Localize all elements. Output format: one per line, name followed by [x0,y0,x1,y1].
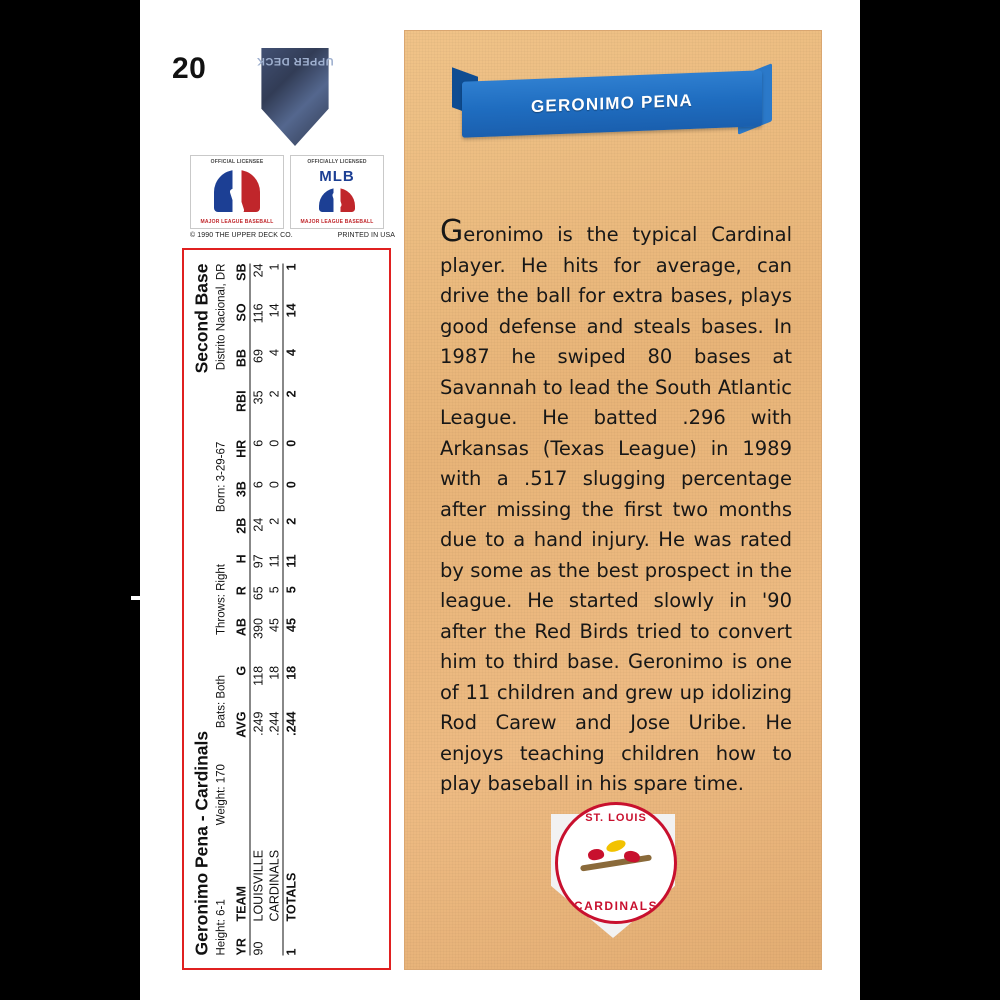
cell-h: 11 [267,554,281,568]
cell-hr: 6 [251,439,265,447]
totals-sb: 1 [283,264,300,304]
player-bio-paragraph [440,214,792,800]
totals-h: 11 [283,554,300,586]
totals-so: 14 [283,303,300,349]
col-ab: AB [233,618,250,666]
cell-rbi: 2 [267,390,281,398]
cardinals-roundel [555,802,677,924]
totals-hr: 0 [283,440,300,481]
card-left-column [160,20,400,980]
mlb-silhouette-icon-small [319,188,355,212]
cardinal-bird-icon [587,847,605,861]
batter-icon-small [332,191,343,208]
stats-header-row [233,264,250,956]
cell-2b: 2 [267,517,281,525]
totals-3b: 0 [283,481,300,518]
table-row-totals [283,264,300,956]
mlb-sub-graphic [291,186,383,212]
leaf-icon [605,838,627,854]
hologram-label: UPPER DECK [256,55,334,67]
cell-so: 116 [251,303,265,324]
table-row [250,264,267,956]
mlb-wordmark: MLB [319,168,355,185]
cell-bb: 4 [267,349,281,357]
bio-bats: Bats: Both [215,675,227,729]
totals-label: TOTALS [283,772,300,922]
col-yr: YR [233,922,250,956]
totals-2b: 2 [283,518,300,555]
totals-ab: 45 [283,618,300,666]
col-sb: SB [233,264,250,304]
mlb-licensee-logo [190,155,284,229]
licensed-top-text: OFFICIALLY LICENSED [307,159,367,165]
stats-title: Geronimo Pena - Cardinals [191,730,211,956]
totals-g: 18 [283,666,300,712]
bio-height: Height: 6-1 [215,899,227,956]
batter-icon [229,187,245,214]
cell-g: 18 [267,665,281,680]
logo-arc-bottom: CARDINALS [573,899,659,913]
career-stats-table [233,264,299,956]
bio-weight: Weight: 170 [215,764,227,826]
col-so: SO [233,303,250,349]
logo-arc-top: ST. LOUIS [585,812,647,824]
cell-ab: 45 [267,618,281,632]
player-name: GERONIMO PENA [530,90,693,117]
bio-dropcap: G [440,214,464,249]
col-rbi: RBI [233,390,250,439]
cell-sb: 24 [251,263,265,278]
card-number: 20 [172,52,207,85]
cell-3b: 6 [251,481,265,489]
totals-r: 5 [283,586,300,618]
col-hr: HR [233,440,250,481]
cell-h: 97 [251,554,265,569]
printed-in-text: PRINTED IN USA [337,232,395,239]
stats-rotated-content [189,260,384,960]
col-r: R [233,586,250,618]
cell-rbi: 35 [251,390,265,405]
cell-yr [266,922,283,956]
col-team: TEAM [233,772,250,922]
bio-body: eronimo is the typical Cardinal player. He hits for average, can drive the ball for extra bases, plays good defense and steals bases. In 1987 he swiped 80 bases at Savannah to lead the South Atlantic League. He batted .296 with Arkansas (Texas League) in 1989 with a .517 slugging percentage after missing the first two months due to a hand injury. He was rated by some as the best prospect in the league. He started slowly in '90 after the Red Birds tried to convert him to third base. Geronimo is one of 11 children and grew up idolizing Rod Carew and Jose Uribe. He enjoys teaching children how to play baseball in his spare time. [440,223,792,795]
cell-3b: 0 [267,481,281,489]
cell-hr: 0 [267,439,281,447]
col-bb: BB [233,349,250,390]
cell-bb: 69 [251,349,265,363]
totals-avg: .244 [283,712,300,772]
cell-yr: 90 [251,941,265,956]
mlb-silhouette-icon [214,170,260,212]
stats-frame [182,248,391,970]
totals-bb: 4 [283,349,300,390]
bio-born: Born: 3-29-67 [215,441,227,513]
totals-rbi: 2 [283,390,300,439]
col-3b: 3B [233,481,250,518]
col-h: H [233,554,250,586]
col-2b: 2B [233,518,250,555]
cell-avg: .244 [267,711,281,736]
licensee-top-text: OFFICIAL LICENSEE [210,159,264,165]
copyright-row [190,232,395,239]
table-row [266,264,283,956]
totals-yr: 1 [283,922,300,956]
bio-throws: Throws: Right [215,564,227,635]
player-position: Second Base [191,263,211,374]
cell-sb: 1 [267,263,281,271]
cell-team: LOUISVILLE [251,849,265,922]
copyright-text: © 1990 THE UPPER DECK CO. [190,232,293,239]
license-logos [190,155,390,235]
mlb-officially-licensed-logo [290,155,384,229]
team-logo [533,802,693,952]
cell-r: 65 [251,586,265,601]
cell-team: CARDINALS [267,849,281,922]
card-back-orange-panel [404,30,822,970]
bio-birthplace: Distrito Nacional, DR [215,263,227,371]
cell-avg: .249 [251,711,265,736]
cell-ab: 390 [251,618,265,639]
col-avg: AVG [233,712,250,772]
cell-2b: 24 [251,517,265,532]
card-edge-nick [131,596,141,600]
cell-g: 118 [251,665,265,686]
licensed-bottom-text: MAJOR LEAGUE BASEBALL [300,219,374,225]
col-g: G [233,666,250,712]
cell-r: 5 [267,586,281,594]
licensee-bottom-text: MAJOR LEAGUE BASEBALL [200,219,274,225]
name-banner [452,68,772,146]
upper-deck-hologram [255,48,335,146]
cell-so: 14 [267,303,281,318]
